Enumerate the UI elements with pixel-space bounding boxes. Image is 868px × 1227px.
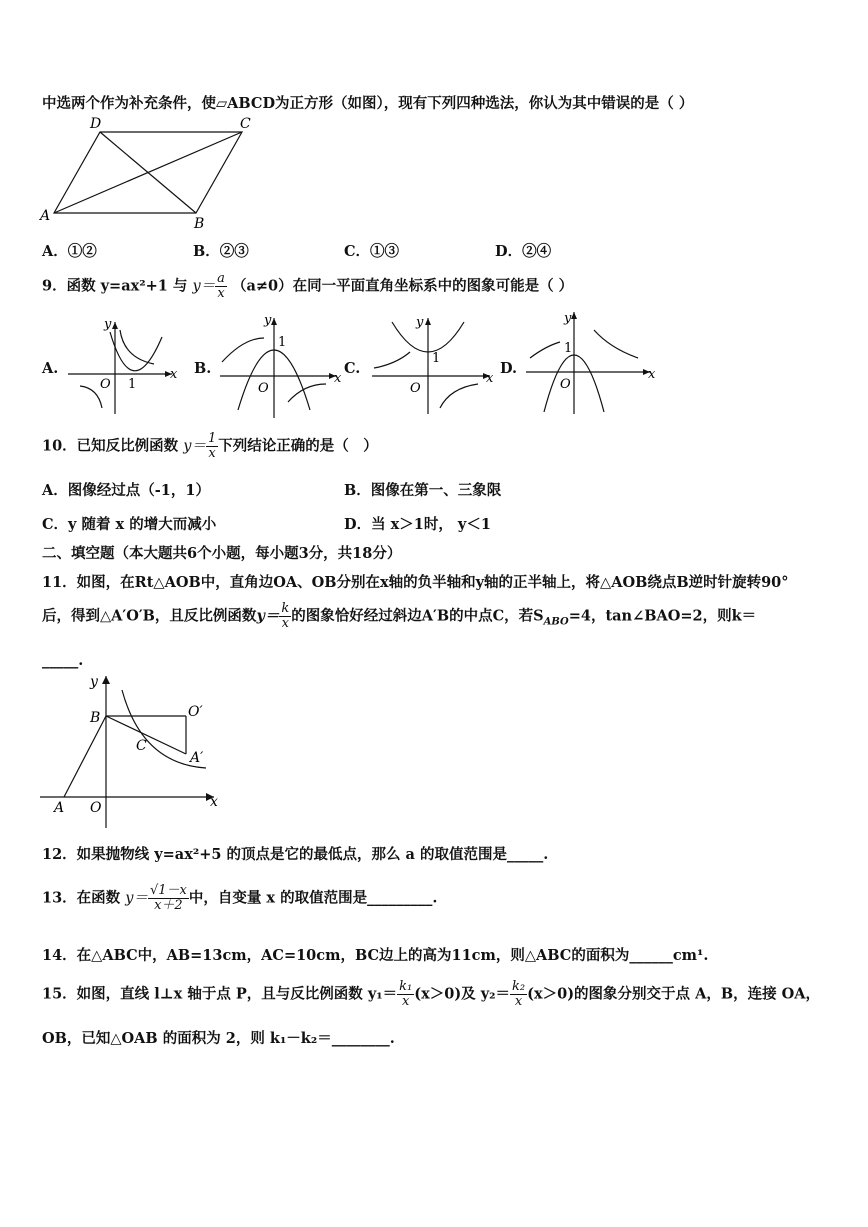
svg-text:x: x (210, 794, 218, 810)
svg-text:y: y (90, 674, 98, 690)
label-d: D (90, 116, 102, 132)
q9-option-b-label[interactable]: B. (194, 360, 212, 377)
svg-text:1: 1 (564, 341, 573, 356)
q10-option-a[interactable]: A．图像经过点（-1，1） (42, 482, 210, 499)
svg-text:1: 1 (128, 377, 137, 392)
q15-line2: OB，已知△OAB 的面积为 2，则 k₁－k₂＝________. (42, 1030, 395, 1047)
svg-text:O: O (100, 377, 111, 392)
q15-fraction-1: $\frac{\text{k₁}}{x}$ (399, 979, 413, 1009)
q9-suffix: （a≠0）在同一平面直角坐标系中的图象可能是（ ） (231, 277, 574, 295)
q9-option-c-label[interactable]: C. (344, 360, 361, 377)
svg-text:x: x (170, 367, 178, 382)
q9-graph-a[interactable] (62, 312, 182, 417)
label-a: A (40, 208, 51, 224)
q13-fraction: $\frac{√1-x}{x+2}$ (149, 883, 187, 913)
q9-option-a-label[interactable]: A. (42, 360, 59, 377)
q8-option-c[interactable]: C．①③ (344, 243, 400, 260)
q13-text: 13．在函数 y＝ $\frac{√1-x}{x+2}$ 中，自变量 x 的取值范围是_________. (42, 883, 438, 913)
q8-option-a[interactable]: A．①② (42, 243, 97, 260)
svg-text:A′: A′ (190, 750, 204, 766)
svg-text:A: A (54, 800, 65, 816)
q11-rotation-figure (38, 672, 228, 832)
q11-answer-blank[interactable]: _____. (42, 652, 84, 669)
svg-text:y: y (264, 313, 272, 328)
q10-text: 10．已知反比例函数 y＝ $\frac{1}{x}$ 下列结论正确的是（ ） (42, 431, 378, 461)
q10-fraction: $\frac{1}{x}$ (207, 431, 217, 461)
svg-text:O: O (410, 381, 421, 396)
q15-line1: 15．如图，直线 l⊥x 轴于点 P，且与反比例函数 y₁＝ $\frac{\text{k₁}}{x}$ (x＞0)及 y₂＝ $\frac{\text{k₂}}{x}$ (x＞0)的图象分别交于点 A，B，连接 OA， (42, 979, 821, 1009)
svg-text:O: O (258, 381, 269, 396)
svg-text:y: y (564, 311, 572, 326)
q9-graph-d[interactable] (520, 308, 660, 418)
q8-text: 中选两个作为补充条件，使▱ABCD为正方形（如图），现有下列四种选法，你认为其中错误的是（ ） (42, 95, 694, 112)
svg-text:O: O (90, 800, 102, 816)
svg-text:B: B (90, 710, 101, 726)
q11-line1: 11．如图，在Rt△AOB中，直角边OA、OB分别在x轴的负半轴和y轴的正半轴上，将△AOB绕点B逆时针旋转90° (42, 574, 789, 591)
q11-fraction: $\frac{k}{x}$ (281, 601, 290, 631)
svg-text:C: C (136, 738, 147, 754)
q8-parallelogram-figure (36, 114, 266, 234)
q9-option-d-label[interactable]: D. (500, 360, 518, 377)
q9-graph-b[interactable] (214, 310, 344, 420)
q12-text: 12．如果抛物线 y=ax²+5 的顶点是它的最低点，那么 a 的取值范围是_____. (42, 846, 549, 863)
q8-option-b[interactable]: B．②③ (193, 243, 249, 260)
q14-text: 14．在△ABC中，AB=13cm，AC=10cm，BC边上的高为11cm，则△ABC的面积为______cm¹. (42, 947, 709, 964)
q10-option-d[interactable]: D．当 x＞1时， y＜1 (344, 516, 491, 533)
svg-text:x: x (334, 371, 342, 386)
q15-fraction-2: $\frac{\text{k₂}}{x}$ (512, 979, 526, 1009)
q10-option-b[interactable]: B．图像在第一、三象限 (344, 482, 502, 499)
q9-prefix: 9．函数 y=ax²+1 与 (42, 277, 188, 295)
svg-text:y: y (104, 317, 112, 332)
svg-text:x: x (486, 371, 494, 386)
q9-text: 9．函数 y=ax²+1 与 y＝ $\frac{a}{x}$ （a≠0）在同一平面直角坐标系中的图象可能是（ ） (42, 271, 574, 301)
label-c: C (240, 116, 251, 132)
svg-text:x: x (648, 367, 656, 382)
q11-line2: 后，得到△A′O′B，且反比例函数y＝ $\frac{k}{x}$ 的图象恰好经过斜边A′B的中点C，若$S_{ABO}=4$，tan∠BAO=2，则k＝ (42, 601, 757, 631)
svg-text:1: 1 (432, 351, 441, 366)
q9-graph-c[interactable] (366, 312, 496, 417)
svg-text:1: 1 (278, 335, 287, 350)
section-fill-in-title: 二、填空题（本大题共6个小题，每小题3分，共18分） (42, 545, 402, 562)
q9-fraction: $\frac{a}{x}$ (217, 271, 225, 301)
q10-option-c[interactable]: C．y 随着 x 的增大而减小 (42, 516, 217, 533)
svg-text:O: O (560, 377, 571, 392)
label-b: B (194, 216, 205, 232)
svg-text:y: y (416, 315, 424, 330)
svg-text:O′: O′ (188, 704, 203, 720)
q8-option-d[interactable]: D．②④ (495, 243, 552, 260)
